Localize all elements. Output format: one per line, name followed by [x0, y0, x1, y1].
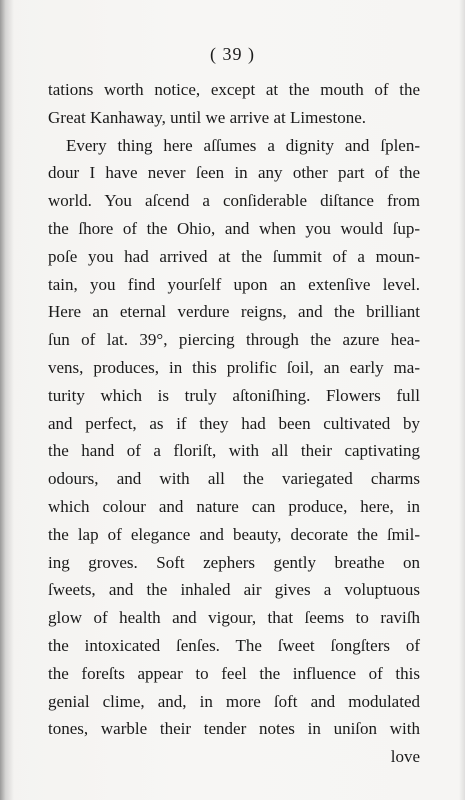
text-line: the ſhore of the Ohio, and when you would ſup-: [48, 218, 420, 238]
text-line: poſe you had arrived at the ſummit of a moun-: [48, 246, 420, 266]
catchword: love: [390, 747, 420, 767]
text-line: ſweets, and the inhaled air gives a voluptuous: [48, 580, 420, 600]
text-line: ing groves. Soft zephers gently breathe on: [48, 552, 420, 572]
text-line: the lap of elegance and beauty, decorate the ſmil-: [48, 524, 420, 544]
text-line: genial clime, and, in more ſoft and modulated: [48, 691, 420, 711]
body-text: [48, 76, 420, 771]
text-line: which colour and nature can produce, here, in: [48, 496, 420, 516]
page-edge: [459, 0, 465, 800]
text-line: the hand of a floriſt, with all their captivating: [48, 441, 420, 461]
text-line: and perfect, as if they had been cultivated by: [48, 413, 420, 433]
text-line: turity which is truly aſtoniſhing. Flowers full: [48, 385, 420, 405]
text-line: Here an eternal verdure reigns, and the brilliant: [48, 302, 420, 322]
text-line: odours, and with all the variegated charms: [48, 469, 420, 489]
paragraph-first-line: Every thing here aſſumes a dignity and ſplen-: [66, 135, 420, 155]
text-line: the foreſts appear to feel the influence of this: [48, 663, 420, 683]
text-line: tones, warble their tender notes in uniſon with: [48, 719, 420, 739]
spine-shadow: [0, 0, 14, 800]
text-line: the intoxicated ſenſes. The ſweet ſongſters of: [48, 635, 420, 655]
text-line: tations worth notice, except at the mouth of the: [48, 80, 420, 99]
page-number: ( 39 ): [210, 44, 255, 64]
text-line: ſun of lat. 39°, piercing through the azure hea-: [48, 330, 420, 350]
text-line: tain, you find yourſelf upon an extenſive level.: [48, 274, 420, 294]
text-line: dour I have never ſeen in any other part of the: [48, 163, 420, 183]
text-line: Great Kanhaway, until we arrive at Limestone.: [48, 107, 366, 127]
text-line: world. You aſcend a conſiderable diſtance from: [48, 191, 420, 211]
text-line: vens, produces, in this prolific ſoil, an early ma-: [48, 357, 420, 377]
text-line: glow of health and vigour, that ſeems to raviſh: [48, 608, 420, 628]
